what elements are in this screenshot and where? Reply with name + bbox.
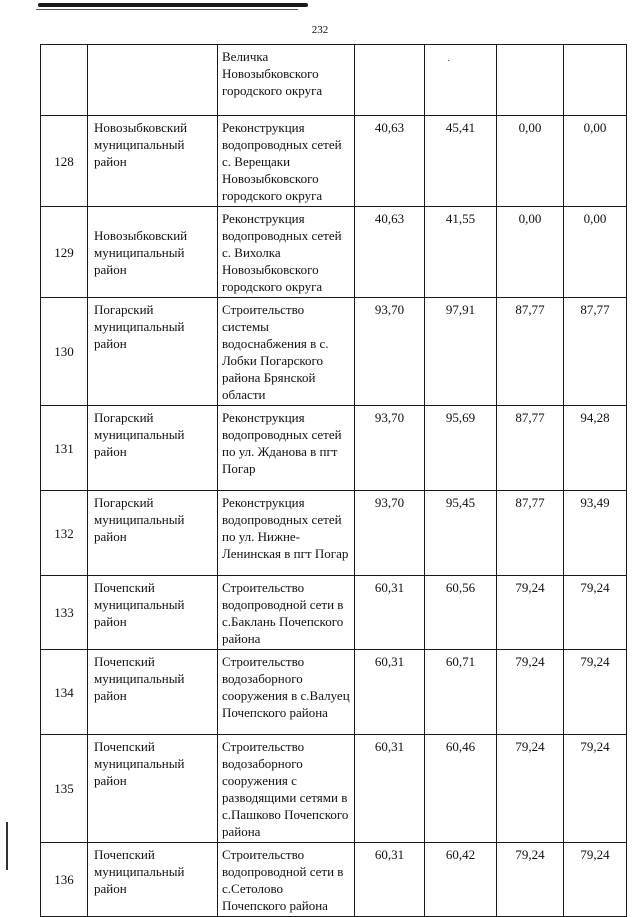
value-cell-2: 60,56 bbox=[425, 576, 497, 650]
table-row bbox=[41, 650, 627, 735]
value-cell-2: 97,91 bbox=[425, 298, 497, 406]
table-row bbox=[41, 207, 627, 298]
project-cell: Строительство водопроводной сети в с.Сетолово Почепского района bbox=[218, 843, 355, 917]
district-cell: Почепский муниципальный район bbox=[88, 576, 218, 650]
district-cell bbox=[88, 45, 218, 116]
value-cell-2 bbox=[425, 45, 497, 116]
value-cell-2: 95,69 bbox=[425, 406, 497, 491]
district-cell: Почепский муниципальный район bbox=[88, 735, 218, 843]
value-cell-4 bbox=[564, 45, 627, 116]
value-cell-4: 94,28 bbox=[564, 406, 627, 491]
value-cell-3: 79,24 bbox=[497, 650, 564, 735]
project-cell: Реконструкция водопроводных сетей с. Вихолка Новозыбковского городского округа bbox=[218, 207, 355, 298]
district-cell: Погарский муниципальный район bbox=[88, 298, 218, 406]
value-cell-3: 79,24 bbox=[497, 576, 564, 650]
project-cell: Величка Новозыбковского городского округа bbox=[218, 45, 355, 116]
value-cell-2: 41,55 bbox=[425, 207, 497, 298]
value-cell-4: 93,49 bbox=[564, 491, 627, 576]
table-row bbox=[41, 735, 627, 843]
district-cell: Погарский муниципальный район bbox=[88, 491, 218, 576]
value-cell-3: 0,00 bbox=[497, 207, 564, 298]
value-cell-3: 0,00 bbox=[497, 116, 564, 207]
district-cell: Новозыбковский муниципальный район bbox=[88, 207, 218, 298]
row-number-cell: 131 bbox=[41, 406, 88, 491]
value-cell-4: 79,24 bbox=[564, 576, 627, 650]
data-table bbox=[40, 44, 627, 917]
row-number-cell: 129 bbox=[41, 207, 88, 298]
project-cell: Реконструкция водопроводных сетей по ул. Нижне-Ленинская в пгт Погар bbox=[218, 491, 355, 576]
value-cell-2: 45,41 bbox=[425, 116, 497, 207]
value-cell-4: 87,77 bbox=[564, 298, 627, 406]
row-number-cell bbox=[41, 45, 88, 116]
value-cell-1: 93,70 bbox=[355, 406, 425, 491]
project-cell: Реконструкция водопроводных сетей по ул. Жданова в пгт Погар bbox=[218, 406, 355, 491]
value-cell-1: 93,70 bbox=[355, 491, 425, 576]
table-row bbox=[41, 298, 627, 406]
value-cell-3 bbox=[497, 45, 564, 116]
value-cell-1 bbox=[355, 45, 425, 116]
scan-speck: · bbox=[447, 56, 451, 67]
table-row bbox=[41, 491, 627, 576]
page-number: 232 bbox=[311, 24, 329, 36]
project-cell: Строительство водозаборного сооружения в с.Валуец Почепского района bbox=[218, 650, 355, 735]
value-cell-3: 87,77 bbox=[497, 491, 564, 576]
value-cell-4: 79,24 bbox=[564, 650, 627, 735]
row-number-cell: 136 bbox=[41, 843, 88, 917]
value-cell-1: 40,63 bbox=[355, 207, 425, 298]
table-row bbox=[41, 406, 627, 491]
value-cell-1: 60,31 bbox=[355, 843, 425, 917]
value-cell-3: 79,24 bbox=[497, 735, 564, 843]
district-cell: Погарский муниципальный район bbox=[88, 406, 218, 491]
project-cell: Строительство системы водоснабжения в с. Лобки Погарского района Брянской области bbox=[218, 298, 355, 406]
project-cell: Реконструкция водопроводных сетей с. Верещаки Новозыбковского городского округа bbox=[218, 116, 355, 207]
value-cell-1: 60,31 bbox=[355, 576, 425, 650]
scan-artifact-line bbox=[36, 9, 298, 10]
table-row bbox=[41, 843, 627, 917]
project-cell: Строительство водозаборного сооружения с разводящими сетями в с.Пашково Почепского района bbox=[218, 735, 355, 843]
value-cell-1: 60,31 bbox=[355, 735, 425, 843]
value-cell-2: 60,46 bbox=[425, 735, 497, 843]
value-cell-4: 79,24 bbox=[564, 735, 627, 843]
table-row bbox=[41, 45, 627, 116]
row-number-cell: 132 bbox=[41, 491, 88, 576]
value-cell-1: 93,70 bbox=[355, 298, 425, 406]
row-number-cell: 130 bbox=[41, 298, 88, 406]
table-row bbox=[41, 576, 627, 650]
value-cell-2: 60,71 bbox=[425, 650, 497, 735]
value-cell-4: 0,00 bbox=[564, 207, 627, 298]
row-number-cell: 128 bbox=[41, 116, 88, 207]
value-cell-3: 79,24 bbox=[497, 843, 564, 917]
district-cell: Новозыбковский муниципальный район bbox=[88, 116, 218, 207]
table-row bbox=[41, 116, 627, 207]
value-cell-4: 79,24 bbox=[564, 843, 627, 917]
row-number-cell: 133 bbox=[41, 576, 88, 650]
value-cell-3: 87,77 bbox=[497, 406, 564, 491]
value-cell-2: 95,45 bbox=[425, 491, 497, 576]
row-number-cell: 135 bbox=[41, 735, 88, 843]
row-number-cell: 134 bbox=[41, 650, 88, 735]
project-cell: Строительство водопроводной сети в с.Баклань Почепского района bbox=[218, 576, 355, 650]
table-body bbox=[41, 45, 627, 917]
value-cell-3: 87,77 bbox=[497, 298, 564, 406]
value-cell-4: 0,00 bbox=[564, 116, 627, 207]
scan-artifact-bar bbox=[38, 3, 308, 7]
district-cell: Почепский муниципальный район bbox=[88, 843, 218, 917]
value-cell-1: 40,63 bbox=[355, 116, 425, 207]
value-cell-1: 60,31 bbox=[355, 650, 425, 735]
district-cell: Почепский муниципальный район bbox=[88, 650, 218, 735]
value-cell-2: 60,42 bbox=[425, 843, 497, 917]
margin-mark bbox=[6, 822, 8, 870]
